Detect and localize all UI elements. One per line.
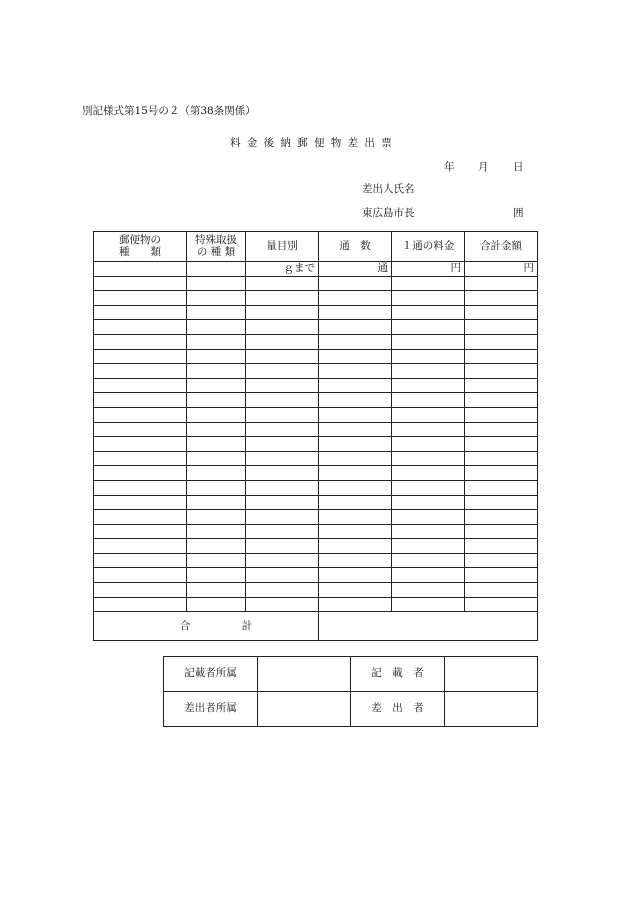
table-row	[94, 378, 538, 393]
table-cell[interactable]	[246, 291, 319, 306]
table-cell[interactable]	[187, 437, 246, 452]
table-cell[interactable]	[319, 334, 392, 349]
table-cell[interactable]	[319, 524, 392, 539]
table-cell[interactable]	[94, 407, 187, 422]
total-label-cell	[94, 612, 319, 641]
table-cell[interactable]	[319, 291, 392, 306]
table-cell[interactable]	[187, 524, 246, 539]
table-cell[interactable]	[246, 510, 319, 525]
table-cell[interactable]	[187, 480, 246, 495]
recorder-dept-field[interactable]	[258, 657, 351, 692]
table-total-row	[94, 612, 538, 641]
table-cell[interactable]	[392, 334, 465, 349]
table-cell[interactable]	[465, 437, 538, 452]
table-cell[interactable]	[246, 334, 319, 349]
table-cell[interactable]	[392, 407, 465, 422]
table-cell[interactable]	[94, 568, 187, 583]
table-cell[interactable]	[94, 276, 187, 291]
date-month-label: 月	[478, 161, 489, 173]
table-cell[interactable]	[246, 480, 319, 495]
table-cell[interactable]	[94, 480, 187, 495]
table-cell[interactable]	[187, 495, 246, 510]
table-cell[interactable]	[465, 407, 538, 422]
table-cell[interactable]	[94, 466, 187, 481]
table-cell[interactable]	[319, 597, 392, 612]
table-cell[interactable]	[319, 320, 392, 335]
table-cell[interactable]	[187, 568, 246, 583]
table-cell[interactable]	[246, 437, 319, 452]
sender-dept-label: 差出者所属	[164, 692, 258, 727]
table-row	[94, 583, 538, 598]
table-cell[interactable]	[465, 568, 538, 583]
table-cell[interactable]	[465, 583, 538, 598]
table-cell[interactable]	[94, 320, 187, 335]
table-cell[interactable]	[246, 276, 319, 291]
table-cell[interactable]	[465, 451, 538, 466]
table-cell[interactable]	[319, 466, 392, 481]
table-cell[interactable]	[392, 451, 465, 466]
table-cell[interactable]	[94, 262, 187, 277]
table-cell[interactable]	[392, 583, 465, 598]
table-header-row	[94, 232, 538, 262]
signature-row-sender	[164, 692, 538, 727]
table-cell[interactable]	[246, 597, 319, 612]
table-cell[interactable]	[94, 510, 187, 525]
table-cell[interactable]	[319, 364, 392, 379]
table-cell[interactable]	[187, 378, 246, 393]
table-cell[interactable]	[187, 364, 246, 379]
table-row	[94, 407, 538, 422]
table-cell[interactable]	[187, 539, 246, 554]
table-cell[interactable]	[187, 349, 246, 364]
table-cell[interactable]	[187, 597, 246, 612]
table-cell[interactable]	[187, 393, 246, 408]
table-cell[interactable]	[187, 262, 246, 277]
table-cell[interactable]	[319, 393, 392, 408]
table-cell[interactable]	[246, 451, 319, 466]
table-cell[interactable]	[94, 553, 187, 568]
unit-weight[interactable]: ｇまで	[246, 262, 319, 277]
table-cell[interactable]	[319, 451, 392, 466]
table-cell[interactable]	[465, 539, 538, 554]
table-cell[interactable]	[246, 378, 319, 393]
table-cell[interactable]	[246, 349, 319, 364]
table-cell[interactable]	[246, 495, 319, 510]
table-cell[interactable]	[246, 553, 319, 568]
total-label-right: 計	[241, 619, 253, 632]
table-cell[interactable]	[465, 495, 538, 510]
table-cell[interactable]	[392, 510, 465, 525]
table-row	[94, 480, 538, 495]
sender-label: 差 出 者	[351, 692, 445, 727]
table-cell[interactable]	[465, 349, 538, 364]
unit-count[interactable]: 通	[319, 262, 392, 277]
table-cell[interactable]	[94, 539, 187, 554]
recorder-label: 記 載 者	[351, 657, 445, 692]
table-row	[94, 437, 538, 452]
header-mail-type-line1: 郵便物の	[119, 234, 161, 247]
table-cell[interactable]	[94, 393, 187, 408]
table-row	[94, 320, 538, 335]
table-cell[interactable]	[319, 480, 392, 495]
table-row	[94, 276, 538, 291]
table-cell[interactable]	[246, 539, 319, 554]
table-cell[interactable]	[465, 480, 538, 495]
table-cell[interactable]	[465, 510, 538, 525]
total-label-left: 合	[179, 619, 191, 632]
table-row	[94, 597, 538, 612]
table-cell[interactable]	[392, 291, 465, 306]
table-cell[interactable]	[465, 378, 538, 393]
header-special-line2: の 種 類	[196, 245, 236, 258]
table-cell[interactable]	[392, 276, 465, 291]
table-cell[interactable]	[187, 466, 246, 481]
table-row	[94, 334, 538, 349]
table-cell[interactable]	[94, 451, 187, 466]
table-cell[interactable]	[465, 334, 538, 349]
header-weight: 量目別	[246, 232, 319, 262]
sender-field[interactable]	[445, 692, 538, 727]
table-cell[interactable]	[392, 393, 465, 408]
table-cell[interactable]	[392, 597, 465, 612]
table-cell[interactable]	[246, 583, 319, 598]
table-cell[interactable]	[392, 553, 465, 568]
table-cell[interactable]	[392, 466, 465, 481]
table-cell[interactable]	[465, 466, 538, 481]
table-cell[interactable]	[187, 291, 246, 306]
table-cell[interactable]	[94, 364, 187, 379]
sender-dept-field[interactable]	[258, 692, 351, 727]
table-cell[interactable]	[319, 305, 392, 320]
table-cell[interactable]	[94, 422, 187, 437]
table-cell[interactable]	[246, 466, 319, 481]
table-cell[interactable]	[187, 510, 246, 525]
table-cell[interactable]	[392, 364, 465, 379]
table-cell[interactable]	[187, 553, 246, 568]
table-cell[interactable]	[94, 597, 187, 612]
table-cell[interactable]	[94, 524, 187, 539]
signature-row-recorder	[164, 657, 538, 692]
table-cell[interactable]	[187, 334, 246, 349]
table-row	[94, 510, 538, 525]
table-row	[94, 524, 538, 539]
table-cell[interactable]	[465, 597, 538, 612]
table-row	[94, 568, 538, 583]
table-cell[interactable]	[319, 276, 392, 291]
table-cell[interactable]	[94, 334, 187, 349]
table-cell[interactable]	[319, 437, 392, 452]
header-mail-type	[94, 232, 187, 262]
document-title: 料金後納郵便物差出票	[230, 137, 398, 149]
table-row	[94, 422, 538, 437]
table-cell[interactable]	[246, 524, 319, 539]
table-unit-row	[94, 262, 538, 277]
table-cell[interactable]	[319, 510, 392, 525]
table-cell[interactable]	[246, 422, 319, 437]
table-row	[94, 291, 538, 306]
table-cell[interactable]	[319, 407, 392, 422]
table-cell[interactable]	[392, 349, 465, 364]
date-year-label: 年	[444, 161, 455, 173]
recipient-label: 東広島市長	[362, 207, 415, 219]
header-special-handling	[187, 232, 246, 262]
table-cell[interactable]	[94, 378, 187, 393]
table-cell[interactable]	[465, 524, 538, 539]
table-cell[interactable]	[465, 553, 538, 568]
table-cell[interactable]	[246, 407, 319, 422]
total-value-cell[interactable]	[319, 612, 538, 641]
table-cell[interactable]	[187, 422, 246, 437]
mail-items-table	[93, 231, 538, 641]
table-cell[interactable]	[392, 568, 465, 583]
header-total-amount: 合計金額	[465, 232, 538, 262]
table-cell[interactable]	[94, 291, 187, 306]
table-cell[interactable]	[319, 422, 392, 437]
table-cell[interactable]	[94, 437, 187, 452]
table-cell[interactable]	[94, 305, 187, 320]
table-cell[interactable]	[392, 495, 465, 510]
table-cell[interactable]	[187, 276, 246, 291]
table-cell[interactable]	[246, 320, 319, 335]
table-cell[interactable]	[187, 320, 246, 335]
table-cell[interactable]	[246, 305, 319, 320]
table-cell[interactable]	[465, 320, 538, 335]
header-special-line1: 特殊取扱	[195, 234, 237, 247]
table-cell[interactable]	[319, 349, 392, 364]
table-cell[interactable]	[94, 349, 187, 364]
table-cell[interactable]	[319, 495, 392, 510]
table-cell[interactable]	[465, 422, 538, 437]
signature-table	[163, 656, 538, 727]
table-cell[interactable]	[319, 553, 392, 568]
recorder-field[interactable]	[445, 657, 538, 692]
table-cell[interactable]	[94, 495, 187, 510]
table-cell[interactable]	[319, 378, 392, 393]
table-cell[interactable]	[392, 320, 465, 335]
form-label: 別記様式第15号の２（第38条関係）	[82, 105, 256, 117]
recorder-dept-label: 記載者所属	[164, 657, 258, 692]
unit-unit-price[interactable]: 円	[392, 262, 465, 277]
table-row	[94, 305, 538, 320]
table-cell[interactable]	[392, 378, 465, 393]
table-cell[interactable]	[392, 539, 465, 554]
table-cell[interactable]	[392, 524, 465, 539]
header-count: 通 数	[319, 232, 392, 262]
header-unit-price: １通の料金	[392, 232, 465, 262]
table-cell[interactable]	[319, 583, 392, 598]
table-cell[interactable]	[392, 480, 465, 495]
seal-mark: 囲	[513, 207, 524, 219]
table-cell[interactable]	[246, 364, 319, 379]
table-cell[interactable]	[392, 422, 465, 437]
table-row	[94, 466, 538, 481]
table-cell[interactable]	[246, 393, 319, 408]
table-row	[94, 539, 538, 554]
table-cell[interactable]	[392, 437, 465, 452]
table-row	[94, 349, 538, 364]
table-row	[94, 495, 538, 510]
table-cell[interactable]	[465, 364, 538, 379]
header-mail-type-line2: 種 類	[119, 245, 161, 258]
table-cell[interactable]	[319, 568, 392, 583]
table-cell[interactable]	[187, 305, 246, 320]
table-row	[94, 393, 538, 408]
table-cell[interactable]	[246, 568, 319, 583]
table-cell[interactable]	[392, 305, 465, 320]
sender-name-label: 差出人氏名	[362, 183, 415, 195]
table-cell[interactable]	[465, 291, 538, 306]
table-cell[interactable]	[187, 407, 246, 422]
table-cell[interactable]	[465, 276, 538, 291]
table-row	[94, 451, 538, 466]
table-cell[interactable]	[465, 393, 538, 408]
table-row	[94, 364, 538, 379]
date-day-label: 日	[513, 161, 524, 173]
table-cell[interactable]	[187, 583, 246, 598]
unit-total-amount[interactable]: 円	[465, 262, 538, 277]
table-cell[interactable]	[319, 539, 392, 554]
table-row	[94, 553, 538, 568]
table-cell[interactable]	[94, 583, 187, 598]
table-cell[interactable]	[187, 451, 246, 466]
table-cell[interactable]	[465, 305, 538, 320]
